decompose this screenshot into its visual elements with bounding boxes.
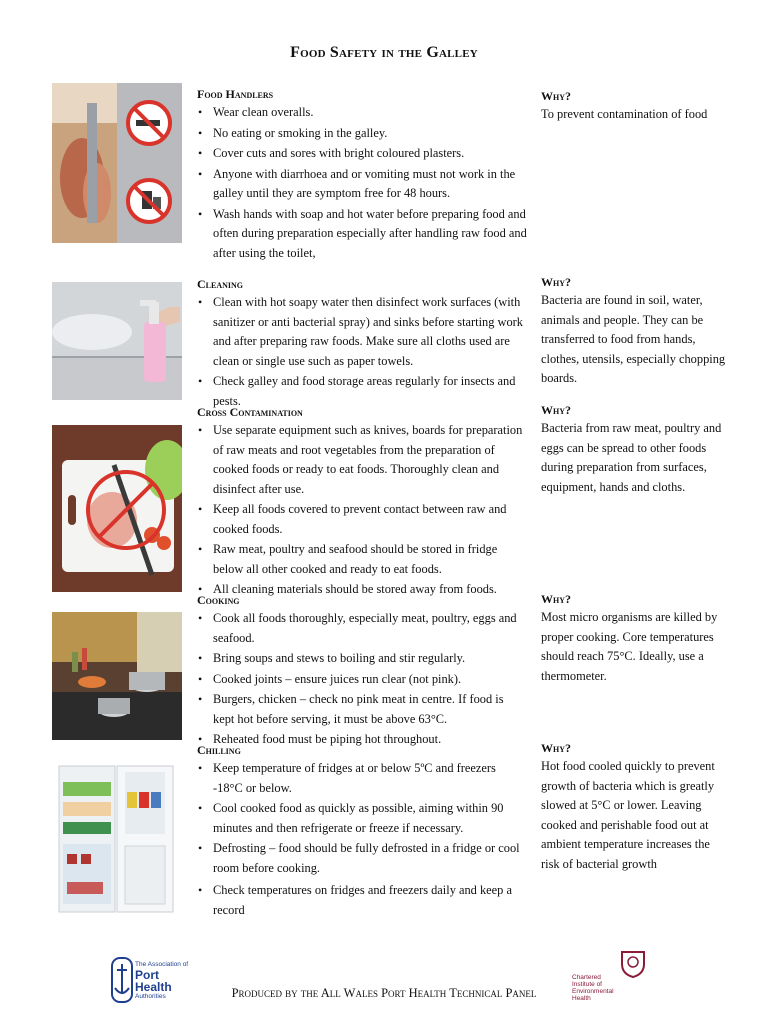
logo-right-line2: Institute of: [572, 981, 602, 989]
why-heading: Why?: [541, 275, 571, 289]
food-handlers-content: [197, 86, 527, 264]
why-text: To prevent contamination of food: [541, 107, 708, 121]
cleaning-content: [197, 276, 527, 412]
list-item: • Keep all foods covered to prevent contact between raw and cooked foods.: [197, 500, 527, 539]
logo-right-line3: Environmental: [572, 988, 614, 996]
list-item: • Reheated food must be piping hot throughout.: [197, 730, 527, 750]
chilling-why: [541, 740, 731, 874]
why-heading: Why?: [541, 403, 571, 417]
list-item: • Burgers, chicken – check no pink meat in centre. If food is kept hot before serving, it must be above 63°C.: [197, 690, 527, 729]
cross-contamination-heading: Cross Contamination: [197, 405, 303, 419]
page-title: Food Safety in the Galley: [290, 44, 478, 61]
cooking-why: [541, 591, 731, 686]
cross-contamination-image: [52, 425, 182, 592]
chilling-heading: Chilling: [197, 743, 241, 757]
chilling-content: [197, 742, 527, 921]
list-item: • Cook all foods thoroughly, especially meat, poultry, eggs and seafood.: [197, 609, 527, 648]
list-item: • Keep temperature of fridges at or below 5ºC and freezers -18°C or below.: [197, 759, 527, 798]
cross-contamination-why: [541, 402, 731, 497]
list-item: • No eating or smoking in the galley.: [197, 124, 527, 144]
cooking-image: [52, 612, 182, 740]
list-item: • Anyone with diarrhoea and or vomiting must not work in the galley until they are symptom free for 48 hours.: [197, 165, 527, 204]
food-handlers-heading: Food Handlers: [197, 87, 274, 101]
list-item: • All cleaning materials should be stored away from foods.: [197, 580, 527, 600]
crest-icon: [618, 948, 648, 978]
cleaning-list: [197, 293, 527, 411]
cooking-list: [197, 609, 527, 750]
cleaning-image: [52, 282, 182, 400]
why-heading: Why?: [541, 592, 571, 606]
chilling-image: [55, 762, 179, 914]
cleaning-heading: Cleaning: [197, 277, 244, 291]
why-text: Most micro organisms are killed by proper cooking. Core temperatures should reach 75°C. Ideally, use a thermometer.: [541, 610, 718, 683]
list-item: • Check temperatures on fridges and freezers daily and keep a record: [197, 881, 527, 920]
cross-contamination-list: [197, 421, 527, 600]
logo-right-line1: Chartered: [572, 974, 601, 981]
logo-right-line4: Health: [572, 995, 591, 1003]
list-item: • Use separate equipment such as knives, boards for preparation of raw meats and root vegetables from the preparation of cooked foods or ready to eat foods. Thoroughly clean and disinfect after use.: [197, 421, 527, 499]
list-item: • Raw meat, poultry and seafood should be stored in fridge below all other cooked and ready to eat foods.: [197, 540, 527, 579]
why-text: Hot food cooled quickly to prevent growth of bacteria which is greatly slowed at 5°C or lower. Leaving cooked and perishable food out at ambient temperature increases the risk of bacterial growth: [541, 759, 715, 871]
list-item: • Defrosting – food should be fully defrosted in a fridge or cool room before cooking.: [197, 839, 527, 878]
cooking-heading: Cooking: [197, 593, 240, 607]
logo-left-line1: The Association of: [135, 961, 189, 968]
cieh-logo: [572, 948, 652, 1006]
list-item: • Cooked joints – ensure juices run clear (not pink).: [197, 670, 527, 690]
cooking-content: [197, 592, 527, 751]
food-handlers-image: [52, 83, 182, 243]
why-text: Bacteria from raw meat, poultry and eggs can be spread to other foods during preparation from surfaces, equipment, hands and cloths.: [541, 421, 722, 494]
why-heading: Why?: [541, 741, 571, 755]
why-text: Bacteria are found in soil, water, animals and people. They can be transferred to food from hands, clothes, utensils, especially chopping boards.: [541, 293, 726, 385]
food-handlers-why: [541, 88, 731, 125]
list-item: • Wear clean overalls.: [197, 103, 527, 123]
list-item: • Cool cooked food as quickly as possible, aiming within 90 minutes and then refrigerate or freeze if necessary.: [197, 799, 527, 838]
food-handlers-list: [197, 103, 527, 263]
list-item: • Wash hands with soap and hot water before preparing food and often during preparation especially after handling raw food and after using the toilet,: [197, 205, 527, 264]
list-item: • Check galley and food storage areas regularly for insects and pests.: [197, 372, 527, 411]
cleaning-why: [541, 274, 731, 389]
cross-contamination-content: [197, 404, 527, 601]
logo-left-line2: Port Health: [135, 967, 172, 995]
chilling-list: [197, 759, 527, 920]
why-heading: Why?: [541, 89, 571, 103]
logo-left-line3: Authorities: [135, 993, 166, 1000]
list-item: • Cover cuts and sores with bright coloured plasters.: [197, 144, 527, 164]
list-item: • Bring soups and stews to boiling and stir regularly.: [197, 649, 527, 669]
footer-credit: Produced by the All Wales Port Health Technical Panel: [231, 986, 537, 1000]
list-item: • Clean with hot soapy water then disinfect work surfaces (with sanitizer or anti bacterial spray) and sinks before starting work and after preparing raw foods. Make sure all cloths used are clean or single use such as paper towels.: [197, 293, 527, 371]
